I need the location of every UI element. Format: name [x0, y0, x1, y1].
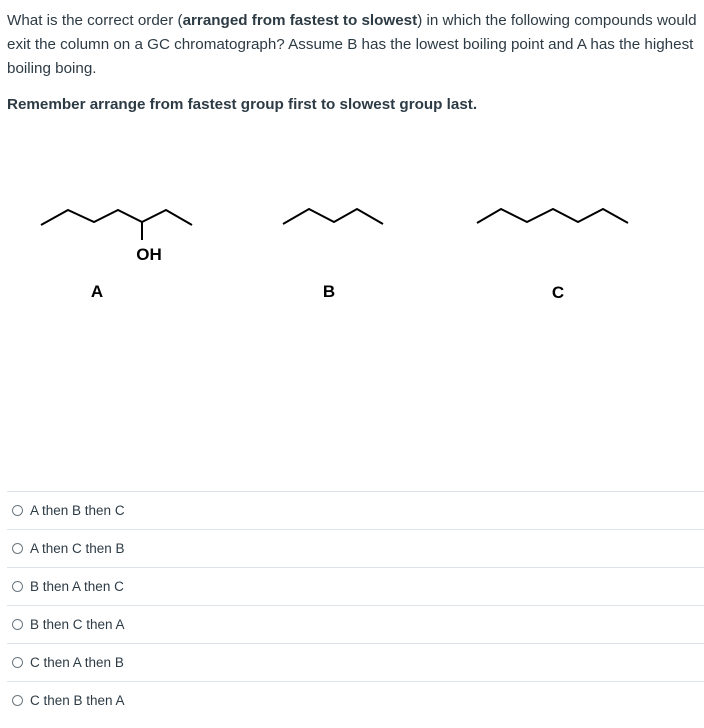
- radio-button[interactable]: [12, 543, 23, 554]
- compound-a-label: A: [90, 282, 104, 301]
- question-bold-phrase: arranged from fastest to slowest: [182, 12, 418, 29]
- answer-label: A then C then B: [30, 541, 125, 556]
- radio-button[interactable]: [12, 581, 23, 592]
- radio-button[interactable]: [12, 657, 23, 668]
- reminder-text: Remember arrange from fastest group first to slowest group last.: [7, 96, 478, 113]
- compound-a-oh-label: OH: [136, 245, 162, 264]
- answer-label: C then B then A: [30, 693, 125, 708]
- compound-c-label: C: [551, 283, 565, 302]
- answer-option[interactable]: [7, 643, 704, 681]
- answer-option[interactable]: [7, 491, 704, 529]
- answer-option[interactable]: [7, 605, 704, 643]
- radio-button[interactable]: [12, 619, 23, 630]
- answer-label: B then A then C: [30, 579, 124, 594]
- compound-b-label: B: [322, 282, 336, 301]
- answer-list: [7, 491, 704, 719]
- structures-figure: [0, 195, 704, 305]
- answer-label: A then B then C: [30, 503, 125, 518]
- answer-option[interactable]: [7, 529, 704, 567]
- question-text: [7, 9, 697, 81]
- compound-a-chain: [41, 210, 192, 225]
- radio-button[interactable]: [12, 695, 23, 706]
- question-paragraph: [7, 9, 697, 81]
- answer-label: C then A then B: [30, 655, 124, 670]
- answer-option[interactable]: [7, 681, 704, 719]
- answer-label: B then C then A: [30, 617, 125, 632]
- compound-b-structure: [283, 209, 383, 224]
- question-part-1: What is the correct order (: [7, 12, 183, 29]
- question-part-2: ) in which the following compounds would exit the column on a GC chromatograph? Assume B has the lowest boiling point and A has the highest boiling boing.: [7, 12, 697, 77]
- compound-a-structure: [41, 210, 192, 240]
- radio-button[interactable]: [12, 505, 23, 516]
- answer-option[interactable]: [7, 567, 704, 605]
- compound-c-structure: [477, 209, 628, 223]
